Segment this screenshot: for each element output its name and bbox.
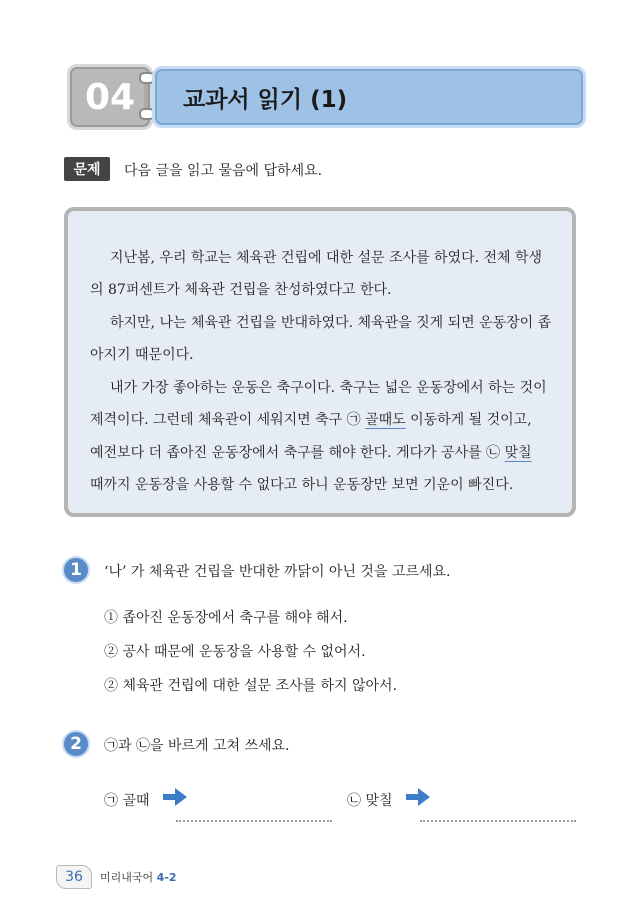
circled-mark: ㉠ [346,412,361,428]
passage-line: 아지기 때문이다. [90,347,194,363]
option-3[interactable]: ② 체육관 건립에 대한 설문 조사를 하지 않아서. [104,678,398,694]
book-grade: 4-2 [156,871,177,884]
question-badge: 문제 [64,157,110,181]
answer-1-label: ㉠ 골때 [104,793,150,809]
answer-2-blank[interactable] [420,820,576,822]
option-1[interactable]: ① 좁아진 운동장에서 축구를 해야 해서. [104,610,348,626]
passage-line [90,442,532,462]
passage-text: 이동하게 될 것이고, [410,412,532,428]
arrow-right-icon [406,788,430,806]
page-number: 36 [56,865,92,889]
book-name: 미리내국어 [100,871,154,884]
underlined-word: 맞칠 [504,445,532,461]
question-1-text: ‘나’ 가 체육관 건립을 반대한 까닭이 아닌 것을 고르세요. [104,564,451,580]
lesson-number: 04 [67,64,153,130]
instruction-text: 다음 글을 읽고 물음에 답하세요. [124,163,323,179]
passage-text: 제격이다. 그런데 체육관이 세워지면 축구 [90,412,343,428]
passage-line: 내가 가장 좋아하는 운동은 축구이다. 축구는 넓은 운동장에서 하는 것이 [110,380,547,396]
book-title [100,869,177,885]
answer-2-label: ㉡ 맞칠 [347,793,393,809]
lesson-title-banner [152,66,586,128]
passage-line: 하지만, 나는 체육관 건립을 반대하였다. 체육관을 짓게 되면 운동장이 좁 [110,315,552,331]
arrow-right-icon [163,788,187,806]
reading-passage [64,207,576,517]
passage-line: 때까지 운동장을 사용할 수 없다고 하니 운동장만 보면 기운이 빠진다. [90,477,514,493]
option-2[interactable]: ② 공사 때문에 운동장을 사용할 수 없어서. [104,644,366,660]
passage-line: 지난봄, 우리 학교는 체육관 건립에 대한 설문 조사를 하였다. 전체 학생 [110,250,543,266]
question-number-1: 1 [64,558,88,582]
question-number-2: 2 [64,732,88,756]
underlined-word: 골때도 [365,412,406,428]
passage-line: 의 87퍼센트가 체육관 건립을 찬성하였다고 한다. [90,282,392,298]
circled-mark: ㉡ [486,445,501,461]
question-2-text: ㉠과 ㉡을 바르게 고쳐 쓰세요. [104,738,290,754]
passage-text: 예전보다 더 좁아진 운동장에서 축구를 해야 한다. 게다가 공사를 [90,445,482,461]
passage-line [90,409,532,429]
answer-1-blank[interactable] [176,820,332,822]
lesson-title: 교과서 읽기 (1) [183,87,348,113]
